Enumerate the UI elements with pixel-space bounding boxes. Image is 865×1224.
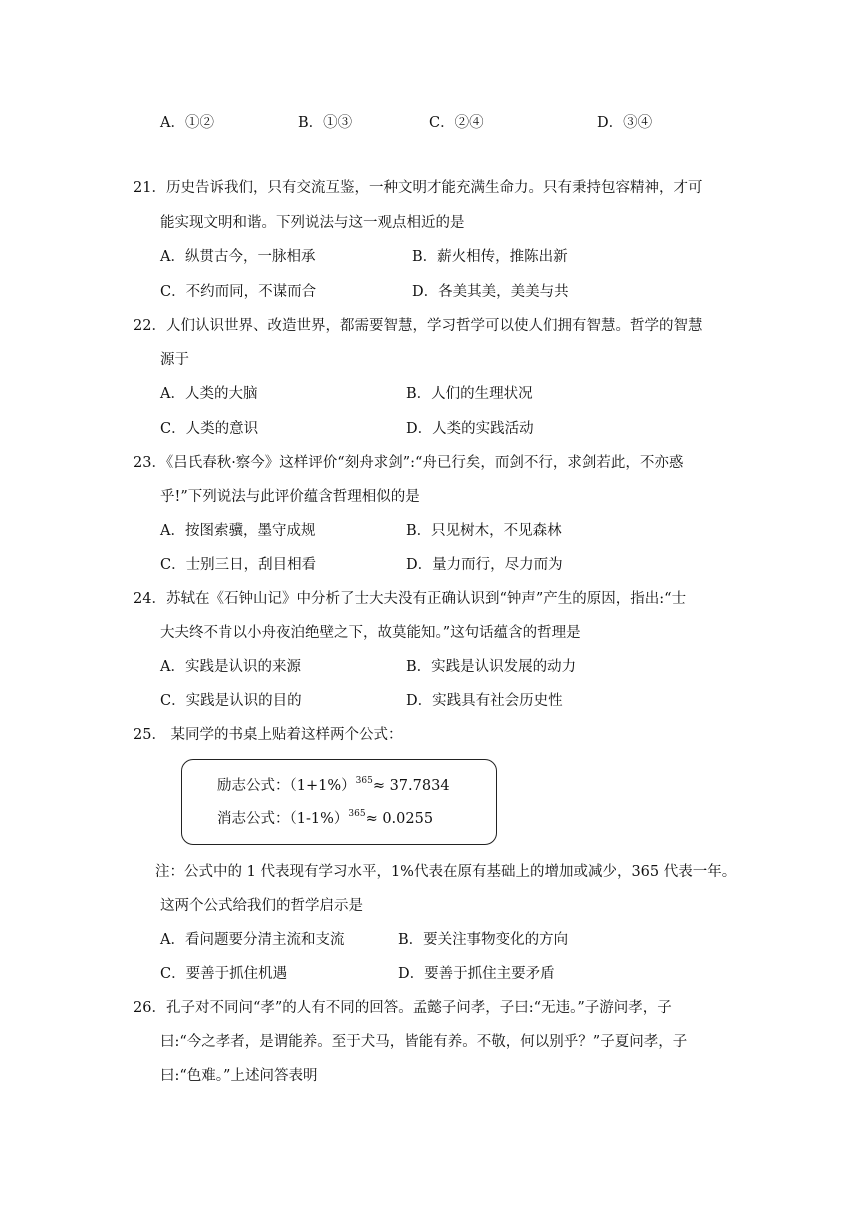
q20-option-b: B．①③ xyxy=(298,115,353,131)
q26-stem-line-1: 26．孔子对不同问“孝”的人有不同的回答。孟懿子问孝，子曰:“无违。”子游问孝，子 xyxy=(133,1000,672,1016)
q25-option-a: A．看问题要分清主流和支流 xyxy=(160,932,345,948)
q26-stem-line-2: 曰:“今之孝者，是谓能养。至于犬马，皆能有养。不敬，何以别乎？”子夏问孝，子 xyxy=(160,1034,688,1050)
q23-option-b: B．只见树木，不见森林 xyxy=(406,523,562,539)
q25-option-b: B．要关注事物变化的方向 xyxy=(398,932,569,948)
formula-discouragement-label: 消志公式：（1-1%） xyxy=(217,811,349,827)
formula-motivation xyxy=(217,776,450,796)
q24-option-d: D．实践具有社会历史性 xyxy=(406,693,563,709)
q25-stem: 25． 某同学的书桌上贴着这样两个公式： xyxy=(133,727,403,743)
q22-option-b: B．人们的生理状况 xyxy=(406,386,533,402)
q24-option-b: B．实践是认识发展的动力 xyxy=(406,659,577,675)
q24-option-a: A．实践是认识的来源 xyxy=(160,659,301,675)
formula-discouragement-exponent: 365 xyxy=(348,809,366,819)
formula-motivation-result: ≈ 37.7834 xyxy=(372,778,450,794)
q21-option-b: B．薪火相传，推陈出新 xyxy=(412,249,568,265)
formula-motivation-exponent: 365 xyxy=(355,776,373,786)
q21-option-a: A．纵贯古今，一脉相承 xyxy=(160,249,316,265)
q21-stem-line-1: 21．历史告诉我们，只有交流互鉴，一种文明才能充满生命力。只有秉持包容精神，才可 xyxy=(133,180,703,196)
formula-discouragement xyxy=(217,809,433,829)
q23-option-a: A．按图索骥，墨守成规 xyxy=(160,523,316,539)
q21-option-c: C．不约而同，不谋而合 xyxy=(160,284,317,300)
q23-option-c: C．士别三日，刮目相看 xyxy=(160,557,317,573)
q21-option-d: D．各美其美，美美与共 xyxy=(412,284,569,300)
q21-stem-line-2: 能实现文明和谐。下列说法与这一观点相近的是 xyxy=(160,215,465,231)
q24-stem-line-1: 24．苏轼在《石钟山记》中分析了士大夫没有正确认识到“钟声”产生的原因，指出:“士 xyxy=(133,591,687,607)
q20-option-c: C．②④ xyxy=(429,115,484,131)
q23-option-d: D．量力而行，尽力而为 xyxy=(406,557,563,573)
q24-stem-line-2: 大夫终不肯以小舟夜泊绝壁之下，故莫能知。”这句话蕴含的哲理是 xyxy=(160,625,581,641)
q20-option-a: A．①② xyxy=(160,115,214,131)
q22-option-a: A．人类的大脑 xyxy=(160,386,258,402)
q26-stem-line-3: 曰:“色难。”上述问答表明 xyxy=(160,1068,318,1084)
q22-stem-line-1: 22．人们认识世界、改造世界，都需要智慧，学习哲学可以使人们拥有智慧。哲学的智慧 xyxy=(133,318,703,334)
q25-option-c: C．要善于抓住机遇 xyxy=(160,966,288,982)
formula-discouragement-result: ≈ 0.0255 xyxy=(365,811,434,827)
formula-box xyxy=(181,759,497,845)
q22-option-d: D．人类的实践活动 xyxy=(406,421,534,437)
q22-option-c: C．人类的意识 xyxy=(160,421,259,437)
q20-option-d: D．③④ xyxy=(597,115,653,131)
q22-stem-line-2: 源于 xyxy=(160,352,189,368)
q24-option-c: C．实践是认识的目的 xyxy=(160,693,302,709)
formula-motivation-label: 励志公式：（1+1%） xyxy=(217,778,356,794)
q25-note-line-2: 这两个公式给我们的哲学启示是 xyxy=(160,898,363,914)
q23-stem-line-1: 23．《吕氏春秋·察今》这样评价“刻舟求剑”:“舟已行矣，而剑不行，求剑若此，不亦惑 xyxy=(133,455,684,471)
q25-note-line-1: 注：公式中的 1 代表现有学习水平，1%代表在原有基础上的增加或减少，365 代表一年。 xyxy=(155,864,737,880)
q25-option-d: D．要善于抓住主要矛盾 xyxy=(398,966,555,982)
q23-stem-line-2: 乎!”下列说法与此评价蕴含哲理相似的是 xyxy=(160,489,420,505)
